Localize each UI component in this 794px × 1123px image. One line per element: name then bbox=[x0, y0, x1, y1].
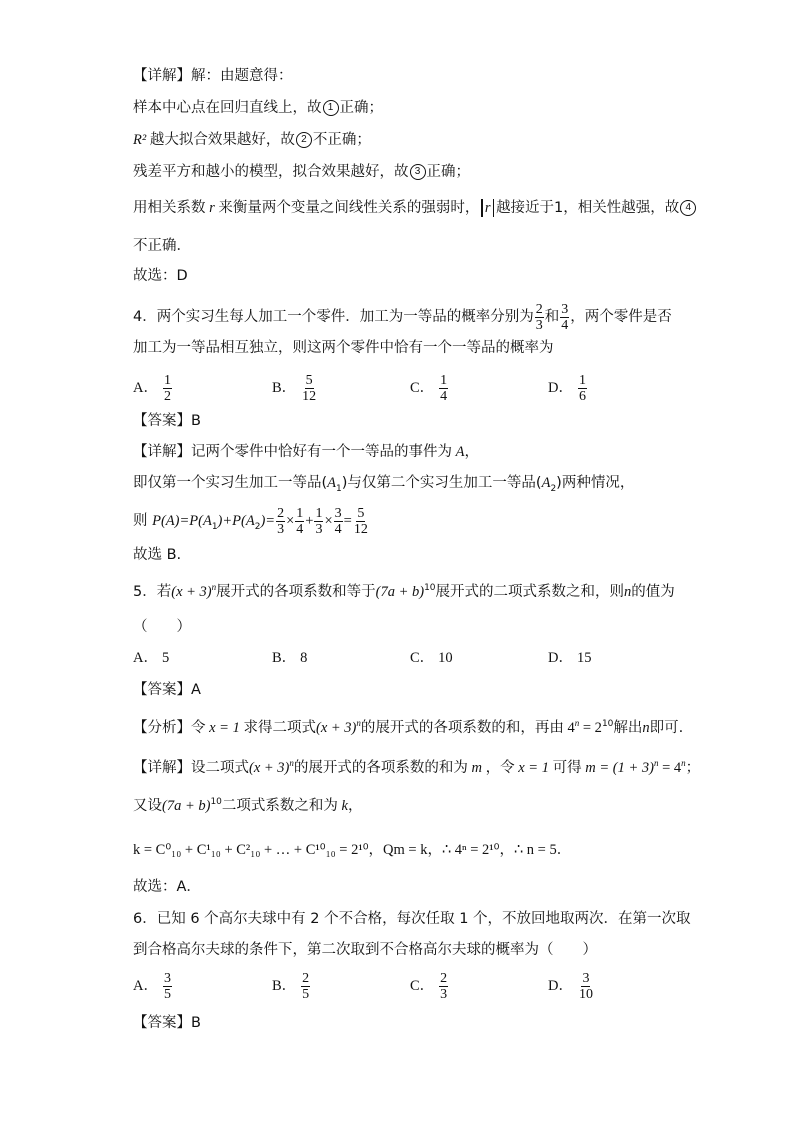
q6-stem-line1: 6．已知 6 个高尔夫球中有 2 个不合格，每次任取 1 个，不放回地取两次．在第一次取 bbox=[133, 911, 691, 927]
text: )与仅第二个实习生加工一等品( bbox=[341, 475, 542, 491]
fraction: $\frac{3}{4}$ bbox=[334, 505, 342, 537]
fraction: $\frac{1}{6}$ bbox=[578, 372, 586, 404]
fraction: $\frac{3}{5}$ bbox=[163, 970, 171, 1002]
q4-option-a[interactable]: A． $\frac{1}{2}$ bbox=[133, 372, 171, 404]
r-symbol: r bbox=[484, 200, 491, 216]
q4-answer bbox=[133, 411, 201, 431]
text: 样本中心点在回归直线上，故 bbox=[133, 100, 322, 116]
q5-detail-line1: 【详解】设二项式$(x + 3)^n$的展开式的各项系数的和为 m ，令 x = 1 可得 $m = (1 + 3)^n = 4^n$； bbox=[133, 758, 701, 776]
abs-bar-right bbox=[493, 199, 495, 217]
text: 用相关系数 bbox=[133, 200, 206, 216]
text: 正确； bbox=[426, 164, 470, 180]
text: 即仅第一个实习生加工一等品( bbox=[133, 475, 328, 491]
fraction: $\frac{1}{2}$ bbox=[163, 372, 171, 404]
q6-stem-line2: 到合格高尔夫球的条件下，第二次取到不合格高尔夫球的概率为（ ） bbox=[133, 942, 597, 958]
q5-option-b[interactable]: B． 8 bbox=[272, 650, 308, 666]
text: ， bbox=[464, 444, 479, 460]
q4-detail-line2: 即仅第一个实习生加工一等品$(A_1)$与仅第二个实习生加工一等品$(A_2)$两种情况， bbox=[133, 475, 635, 494]
text: 正确； bbox=[339, 100, 383, 116]
text: )两种情况， bbox=[556, 475, 635, 491]
text: 加工为一等品相互独立，则这两个零件中恰有一个一等品的概率为 bbox=[133, 340, 554, 356]
q6-answer: 【答案】B bbox=[133, 1015, 201, 1031]
fraction: $\frac{1}{4}$ bbox=[440, 372, 448, 404]
q3-detail-line1 bbox=[133, 66, 293, 86]
q3-detail-heading: 【详解】解：由题意得： bbox=[133, 68, 293, 84]
abs-bar-left bbox=[481, 199, 483, 217]
q6-option-a[interactable]: A． $\frac{3}{5}$ bbox=[133, 970, 171, 1002]
q6-option-b[interactable]: B． $\frac{2}{5}$ bbox=[272, 970, 310, 1002]
fraction: $\frac{5}{12}$ bbox=[353, 505, 368, 537]
text: 残差平方和越小的模型，拟合效果越好，故 bbox=[133, 164, 409, 180]
fraction: $\frac{3}{10}$ bbox=[578, 970, 593, 1002]
q3-detail-line2 bbox=[133, 98, 383, 118]
circled-number: 1 bbox=[323, 100, 339, 116]
fraction: $\frac{1}{4}$ bbox=[296, 505, 304, 537]
fraction: $\frac{1}{3}$ bbox=[315, 505, 323, 537]
text: 【详解】记两个零件中恰好有一个一等品的事件为 bbox=[133, 444, 452, 460]
text: 不正确； bbox=[312, 132, 371, 148]
q5-conclusion: 故选：A． bbox=[133, 879, 201, 895]
circled-number: 2 bbox=[296, 132, 312, 148]
q4-formula: 则 $P(A)=P(A_1)+P(A_2)=$ $\frac{2}{3}$ × $\frac{1}{4}$ + $\frac{1}{3}$ × $\frac{3}{4}$ = $\frac{5}{12}$ bbox=[133, 505, 368, 537]
q4-stem-line1 bbox=[133, 300, 672, 334]
q3-detail-line4 bbox=[133, 162, 470, 182]
r-symbol: r bbox=[205, 200, 219, 216]
text: 故选：D bbox=[133, 268, 188, 284]
text: 来衡量两个变量之间线性关系的强弱时， bbox=[218, 200, 480, 216]
fraction: $\frac{5}{12}$ bbox=[302, 372, 317, 404]
q5-binomial-sum: k = C⁰₁₀ + C¹₁₀ + C²₁₀ + … + C¹⁰₁₀ = 2¹⁰，Qm = k，∴ 4ⁿ = 2¹⁰，∴ n = 5． bbox=[133, 842, 572, 858]
q4-conclusion bbox=[133, 545, 181, 565]
text: 故选 B. bbox=[133, 547, 182, 563]
q4-option-d[interactable]: D． $\frac{1}{6}$ bbox=[548, 372, 586, 404]
event-symbol: A bbox=[452, 444, 465, 460]
q4-stem-line2 bbox=[133, 338, 554, 358]
circled-number: 4 bbox=[680, 200, 696, 216]
q5-option-c[interactable]: C． 10 bbox=[410, 650, 453, 666]
circled-number: 3 bbox=[410, 164, 426, 180]
fraction: $\frac{2}{3}$ bbox=[535, 301, 543, 333]
text: 越大拟合效果越好，故 bbox=[149, 132, 295, 148]
q5-analysis: 【分析】令 x = 1 求得二项式$(x + 3)^n$的展开式的各项系数的和，再由 $4^n = 2^{10}$解出n即可. bbox=[133, 718, 684, 736]
text: 和 bbox=[544, 309, 560, 325]
fraction: $\frac{2}{5}$ bbox=[302, 970, 310, 1002]
q3-detail-line6 bbox=[133, 236, 191, 256]
q3-detail-line5 bbox=[133, 198, 697, 218]
q3-conclusion bbox=[133, 266, 188, 286]
q4-detail-line1 bbox=[133, 442, 479, 462]
q5-option-a[interactable]: A． 5 bbox=[133, 650, 170, 666]
text: ，两个零件是否 bbox=[570, 309, 672, 325]
q4-option-c[interactable]: C． $\frac{1}{4}$ bbox=[410, 372, 448, 404]
fraction: $\frac{3}{4}$ bbox=[561, 301, 569, 333]
text: 越接近于1，相关性越强，故 bbox=[496, 200, 680, 216]
q5-answer: 【答案】A bbox=[133, 682, 201, 698]
q5-detail-line2: 又设$(7a + b)^{10}$二项式系数之和为 k， bbox=[133, 797, 363, 814]
q4-option-b[interactable]: B． $\frac{5}{12}$ bbox=[272, 372, 317, 404]
q6-option-d[interactable]: D． $\frac{3}{10}$ bbox=[548, 970, 593, 1002]
q5-stem: 5．若$(x + 3)^n$展开式的各项系数和等于$(7a + b)^{10}$展开式的二项式系数之和，则n的值为 bbox=[133, 582, 675, 600]
q5-option-d[interactable]: D． 15 bbox=[548, 650, 592, 666]
q5-paren: （ ） bbox=[133, 619, 191, 635]
text: 不正确． bbox=[133, 238, 191, 254]
q6-option-c[interactable]: C． $\frac{2}{3}$ bbox=[410, 970, 448, 1002]
text: 【答案】B bbox=[133, 413, 201, 429]
fraction: $\frac{2}{3}$ bbox=[440, 970, 448, 1002]
text: 4．两个实习生每人加工一个零件．加工为一等品的概率分别为 bbox=[133, 309, 534, 325]
q3-detail-line3 bbox=[133, 130, 371, 150]
fraction: $\frac{2}{3}$ bbox=[277, 505, 285, 537]
r-squared-symbol: R² bbox=[133, 132, 150, 148]
